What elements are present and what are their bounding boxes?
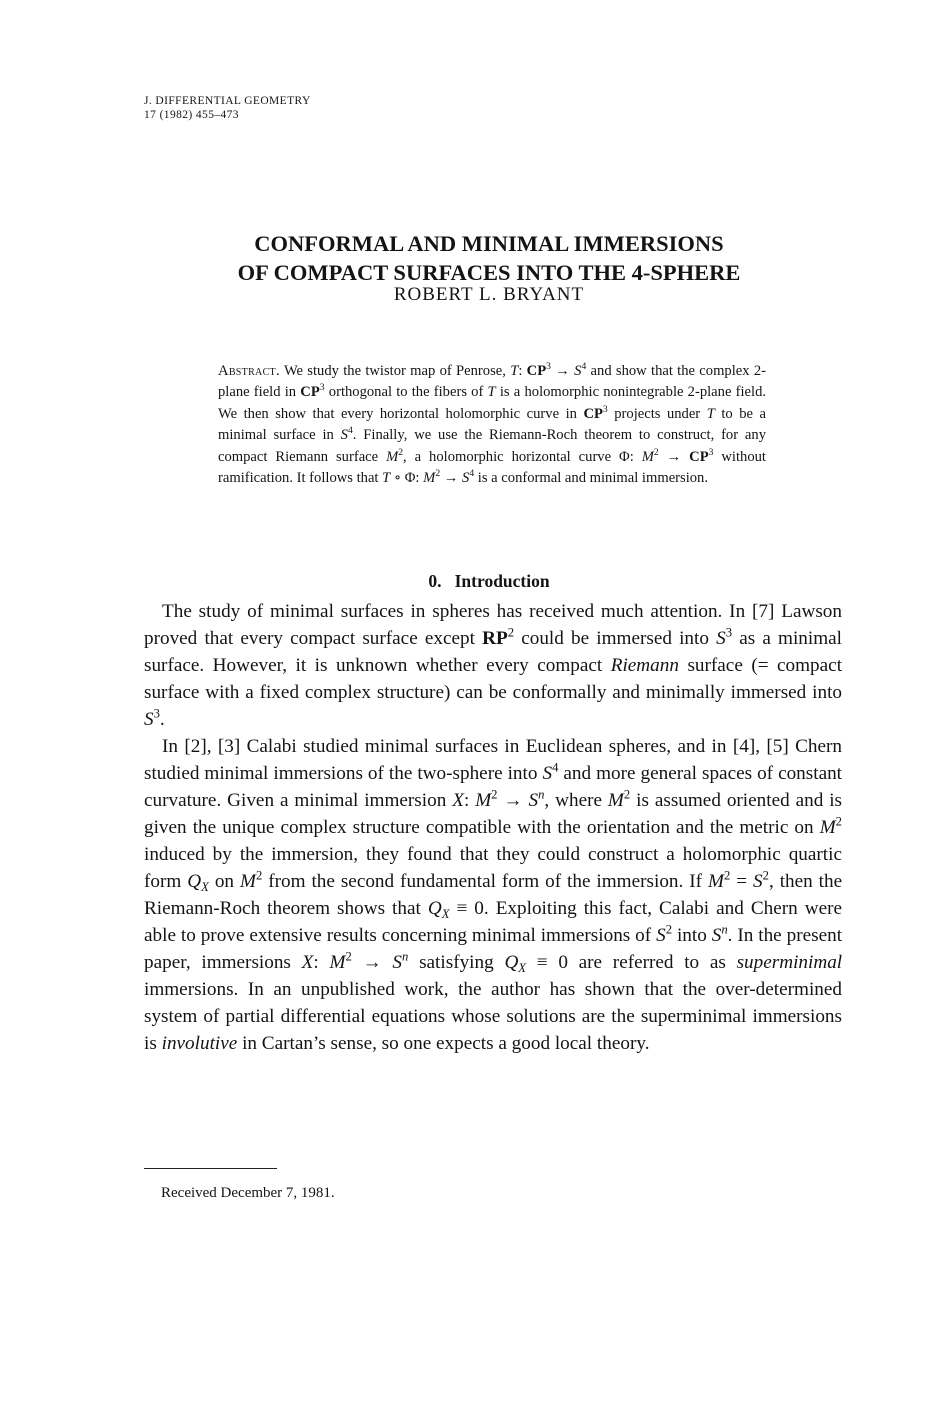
- author-name: ROBERT L. BRYANT: [393, 284, 585, 305]
- journal-name: J. DIFFERENTIAL GEOMETRY: [144, 95, 311, 107]
- abstract: [218, 361, 766, 489]
- paragraph-1: The study of minimal surfaces in spheres has received much attention. In [7] Lawson proved that every compact surface except $RP^2$ could be immersed into $S^3$ as a minimal surface. However, it is unknown whether every compact Riemann surface (= compact surface with a fixed complex structure) can be conformally and minimally immersed into $S^3$.: [144, 601, 843, 730]
- footnote-received: Received December 7, 1981.: [161, 1185, 335, 1201]
- abstract-label: Abstract.: [218, 363, 280, 379]
- footnote-divider: [144, 1168, 277, 1169]
- section-heading: [144, 571, 834, 592]
- abstract-text: Abstract. We study the twistor map of Penrose, T: $CP^3 \to S^4$ and show that the complex 2-plane field in $CP^3$ orthogonal to the fibers of T is a holomorphic nonintegrable 2-plane field. We then show that every horizontal holomorphic curve in $CP^3$ projects under T to be a minimal surface in $S^4$. Finally, we use the Riemann-Roch theorem to construct, for any compact Riemann surface $M^2$, a holomorphic horizontal curve Φ: $M^2 \to CP^3$ without ramification. It follows that T ∘ Φ: $M^2 \to S^4$ is a conformal and minimal immersion.: [218, 361, 767, 487]
- section-title: Introduction: [454, 571, 550, 591]
- journal-header: [144, 94, 311, 122]
- paragraph-2: In [2], [3] Calabi studied minimal surfaces in Euclidean spheres, and in [4], [5] Chern studied minimal immersions of the two-sphere into $S^4$ and more general spaces of constant curvature. Given a minimal immersion X: $M^2 \to S^n$, where $M^2$ is assumed oriented and is given the unique complex structure compatible with the orientation and the metric on $M^2$ induced by the immersion, they found that they could construct a holomorphic quartic form $Q_X$ on $M^2$ from the second fundamental form of the immersion. If $M^2 = S^2$, then the Riemann-Roch theorem shows that $Q_X \equiv 0$. Exploiting this fact, Calabi and Chern were able to prove extensive results concerning minimal immersions of $S^2$ into $S^n$. In the present paper, immersions X: $M^2 \to S^n$ satisfying $Q_X \equiv 0$ are referred to as superminimal immersions. In an unpublished work, the author has shown that the over-determined system of partial differential equations whose solutions are the superminimal immersions is involutive in Cartan’s sense, so one expects a good local theory.: [144, 736, 843, 1054]
- journal-volume: 17 (1982) 455–473: [144, 109, 239, 121]
- title-line-2: OF COMPACT SURFACES INTO THE 4-SPHERE: [237, 260, 741, 285]
- title-line-1: CONFORMAL AND MINIMAL IMMERSIONS: [254, 231, 724, 256]
- paper-title: [144, 229, 834, 287]
- section-number: 0.: [428, 571, 442, 591]
- introduction-body: [144, 598, 842, 1057]
